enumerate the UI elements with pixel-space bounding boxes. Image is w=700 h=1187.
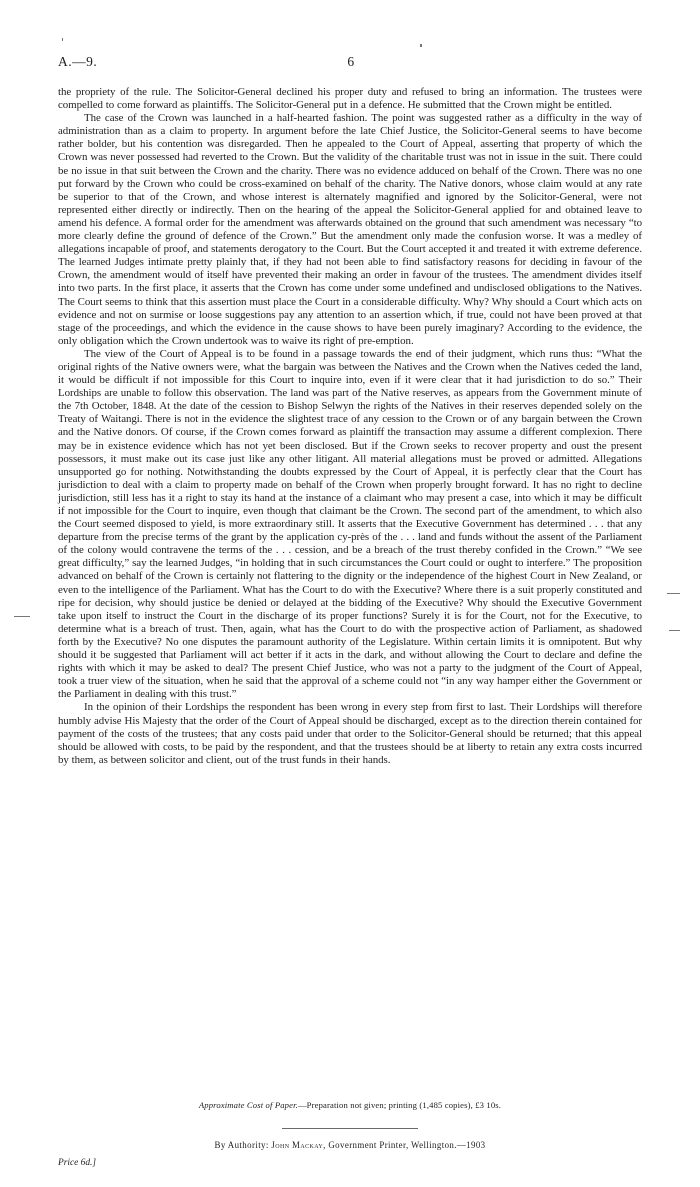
- price-note: Price 6d.]: [58, 1158, 97, 1168]
- paragraph-court-of-appeal-view: The view of the Court of Appeal is to be found in a passage towards the end of their judgment, which runs thus: “What the original rights of the Native owners were, what the bargain was between the Natives and the Crown when the Natives ceded the land, it would be difficult if not impossible for this Court to inquire into, even if it were clear that it had jurisdiction to do so.” Their Lordships are unable to follow this observation. The land was part of the Native reserves, as appears from the Government minute of the 7th October, 1848. At the date of the cession to Bishop Selwyn the rights of the Natives in their reserves depended solely on the Treaty of Waitangi. There is not in the evidence the slightest trace of any cession to the Crown or of any bargain between the Crown and the Native donors. Of course, if the Crown comes forward as plaintiff the transaction may assume a different complexion. There may be in existence evidence which has not yet been disclosed. But if the Crown seeks to recover property and oust the present possessors, it must make out its case just like any other litigant. All material allegations must be proved or admitted. Allegations unsupported go for nothing. Notwithstanding the doubts expressed by the Court of Appeal, it is perfectly clear that the Court has jurisdiction to deal with a claim to property made on behalf of the Crown when properly brought forward. It has no right to decline jurisdiction, still less has it a right to stay its hand at the instance of a claimant who may present a case, into which it may be difficult if not impossible for the Court to inquire, even though that claimant be the Crown. The second part of the amendment, to which also the Court seemed disposed to yield, is more extraordinary still. It asserts that the Executive Government has determined . . . that any departure from the precise terms of the grant by the application cy-près of the . . . land and funds without the assent of the Parliament of the colony would contravene the terms of the . . . cession, and be a breach of the trust thereby confided in the Crown.” “We see great difficulty,” say the learned Judges, “in holding that in such circumstances the Court could or ought to interfere.” The proposition advanced on behalf of the Crown is certainly not flattering to the dignity or the independence of the highest Court in New Zealand, or even to the intelligence of the Parliament. What has the Court to do with the Executive? Where there is a suit properly constituted and ripe for decision, why should justice be denied or delayed at the bidding of the Executive? Why should the Executive Government take upon itself to instruct the Court in the discharge of its proper functions? Surely it is for the Court, not for the Executive, to determine what is a breach of trust. Then, again, what has the Court to do with the prospective action of Parliament, as shadowed forth by the Executive? No one disputes the paramount authority of the Legislature. Within certain limits it is omnipotent. But why should it be suggested that Parliament will act better if it acts in the dark, and without allowing the Court to declare and define the rights with which it may be asked to deal? The present Chief Justice, who was not a party to the judgment of the Court of Appeal, took a truer view of the situation, when he said that the approval of a scheme could not “in any way hamper either the Government or the Parliament in dealing with this trust.”: [58, 347, 642, 701]
- cost-note: [58, 1100, 642, 1110]
- cost-text: —Preparation not given; printing (1,485 copies), £3 10s.: [297, 1100, 502, 1110]
- authority-suffix: , Government Printer, Wellington.—1903: [323, 1140, 486, 1150]
- page-header: [58, 54, 642, 74]
- paragraph-lordships-opinion: In the opinion of their Lordships the respondent has been wrong in every step from first to last. Their Lordships will therefore humbly advise His Majesty that the order of the Court of Appeal should be discharged, except as to the direction therein contained for payment of the costs of the trustees; that any costs paid under that order to the Solicitor-General should be returned; that this appeal should be allowed with costs, to be paid by the respondent, and that the trustees should be at liberty to retain any extra costs incurred by them, as between solicitor and client, out of the trust funds in their hands.: [58, 701, 642, 766]
- margin-mark-top: [420, 44, 422, 47]
- paragraph-crown-case: The case of the Crown was launched in a half-hearted fashion. The point was suggested rather as a difficulty in the way of administration than as a claim to property. In argument before the late Chief Justice, the Solicitor-General seems to have become rather bolder, but his contention was disregarded. Then he appealed to the Court of Appeal, asserting that property of which the Crown was never possessed had reverted to the Crown. But the validity of the charitable trust was not in issue in the suit. There could be no issue in that suit between the Crown and the charity. There was no evidence adduced on behalf of the Crown. There was no one put forward by the Crown who could be cross-examined on behalf of the charity. The Native donors, whose claim would at any rate be superior to that of the Crown, and whose interest is alternately magnified and ignored by the Solicitor-General, were not represented either directly or indirectly. Then on the hearing of the appeal the Solicitor-General applied for and obtained leave to amend his defence. A formal order for the amendment was afterwards obtained on the ground that such amendment was necessary “to more clearly define the ground of defence of the Crown.” But the amendment only made the confusion worse. It was a medley of allegations incapable of proof, and statements derogatory to the Court. But the Court accepted it and treated it with extreme deference. The learned Judges intimate pretty plainly that, if they had not been able to find satisfactory reasons for deciding in favour of the Crown, the amendment would of itself have prevented their making an order in favour of the trustees. The amendment divides itself into two parts. In the first place, it asserts that the Crown has come under some undefined and undisclosed obligations to the Natives. The Court seems to think that this assertion must place the Court in a considerable difficulty. Why? Why should a Court which acts on evidence and not on surmise or loose suggestions pay any attention to an assertion which, if true, could not have been proved at that stage of the proceedings, and which the evidence in the cause shows to have been purely imaginary? According to the evidence, the only obligation which the Crown undertook was to waive its right of pre-emption.: [58, 112, 642, 347]
- paragraph-continuation: the propriety of the rule. The Solicitor-General declined his proper duty and refused to bring an information. The trustees were compelled to come forward as plaintiffs. The Solicitor-General put in a defence. He submitted that the Crown might be entitled.: [58, 86, 642, 112]
- footer-rule: [282, 1128, 418, 1129]
- document-body: [58, 86, 642, 767]
- page-number: 6: [347, 54, 355, 69]
- cost-label: Approximate Cost of Paper.: [198, 1100, 298, 1110]
- document-reference: A.—9.: [58, 54, 98, 69]
- authority-prefix: By Authority:: [214, 1140, 269, 1150]
- margin-mark-right-2: [669, 630, 680, 631]
- printer-imprint: [58, 1140, 642, 1150]
- margin-mark-corner: [62, 38, 63, 41]
- printer-name: John Mackay: [271, 1140, 324, 1150]
- margin-mark-right-1: [667, 593, 680, 594]
- margin-mark-left: [14, 616, 30, 617]
